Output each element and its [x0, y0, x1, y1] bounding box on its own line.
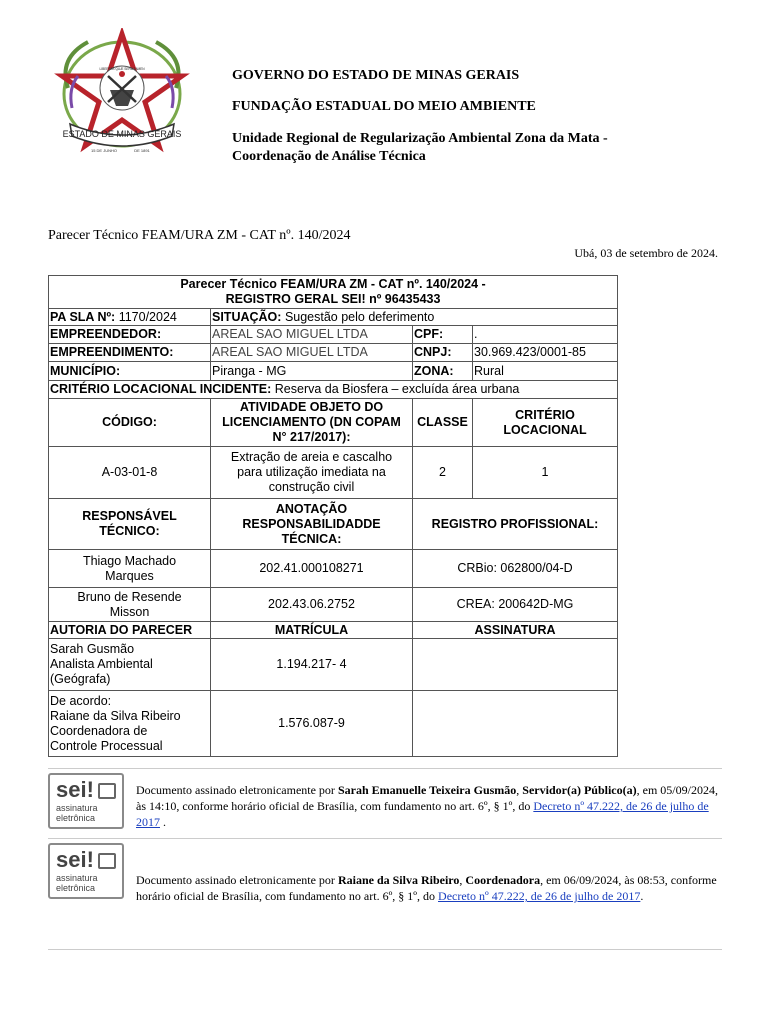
sig2-sep: ,: [459, 873, 466, 887]
cnpj-value: 30.969.423/0001-85: [473, 344, 618, 362]
minas-gerais-coat-of-arms-icon: [48, 28, 196, 160]
codigo-value: A-03-01-8: [49, 447, 211, 499]
atividade-line2: para utilização imediata na: [237, 465, 386, 479]
header-registro: REGISTRO PROFISSIONAL:: [413, 499, 618, 550]
criterio-locacional-cell: [49, 381, 618, 399]
registro-2: CREA: 200642D-MG: [413, 588, 618, 622]
sig2-mid: , em 06/09/2024, às 08:53, conforme horário oficial de Brasília, com fundamento no art. 6º, § 1º, do: [136, 873, 717, 903]
classe-value: 2: [413, 447, 473, 499]
sig1-sep: ,: [516, 783, 523, 797]
sei-logo-sub2: eletrônica: [56, 883, 96, 893]
header-classe: CLASSE: [413, 399, 473, 447]
empreendimento-value: AREAL SAO MIGUEL LTDA: [211, 344, 413, 362]
header-assinatura: ASSINATURA: [413, 622, 618, 639]
sig2-role: Coordenadora: [465, 873, 541, 887]
header-atividade: [211, 399, 413, 447]
anotacao-1: 202.41.000108271: [211, 550, 413, 588]
document-reference: Parecer Técnico FEAM/URA ZM - CAT nº. 140/2024: [48, 228, 351, 243]
sei-logo-sub1: assinatura: [56, 803, 98, 813]
autoria-2-line4: Controle Processual: [50, 738, 163, 753]
cpf-value: .: [473, 326, 618, 344]
header-anotacao: [211, 499, 413, 550]
situacao-value: Sugestão pelo deferimento: [284, 309, 435, 324]
autoria-1-line2: Analista Ambiental: [50, 657, 153, 671]
autoria-2: [49, 691, 211, 757]
seal-date-1: 15 DE JUNHO: [90, 148, 118, 153]
lock-icon: [98, 783, 116, 799]
decreto-link-2[interactable]: Decreto nº 47.222, de 26 de julho de 2017: [438, 889, 641, 903]
autoria-1-line3: (Geógrafa): [50, 672, 111, 686]
matricula-1: 1.194.217- 4: [211, 639, 413, 691]
header-anotacao-line3: TÉCNICA:: [281, 531, 342, 546]
header-codigo: CÓDIGO:: [49, 399, 211, 447]
registro-1: CRBio: 062800/04-D: [413, 550, 618, 588]
pa-sla-value: 1170/2024: [118, 309, 177, 324]
empreendedor-value: AREAL SAO MIGUEL LTDA: [211, 326, 413, 344]
table-row: [49, 362, 618, 381]
atividade-line3: construção civil: [268, 480, 355, 494]
seal-motto: LIBERTAS QUÆ SERA TAMEN: [99, 67, 145, 71]
header-responsavel-line1: RESPONSÁVEL: [82, 509, 177, 523]
sig1-name: Sarah Emanuelle Teixeira Gusmão: [337, 783, 517, 797]
lock-icon: [98, 853, 116, 869]
cpf-label: CPF:: [413, 326, 473, 344]
header-anotacao-line2: RESPONSABILIDADDE: [242, 516, 381, 531]
header-government: GOVERNO DO ESTADO DE MINAS GERAIS: [232, 68, 520, 83]
responsavel-1-line2: Marques: [105, 568, 154, 583]
assinatura-1: [413, 639, 618, 691]
table-row: [49, 381, 618, 399]
pa-sla-cell: [49, 309, 211, 326]
matricula-2: 1.576.087-9: [211, 691, 413, 757]
sig2-name: Raiane da Silva Ribeiro: [337, 873, 460, 887]
document-date: Ubá, 03 de setembro de 2024.: [574, 246, 718, 260]
sei-logo-main: sei!: [56, 777, 94, 802]
responsavel-2: [49, 588, 211, 622]
header-criterio-line2: LOCACIONAL: [503, 422, 587, 437]
sei-signature-logo-icon: [48, 843, 124, 899]
municipio-label: MUNICÍPIO:: [49, 362, 211, 381]
header-atividade-line2: LICENCIAMENTO (DN COPAM: [222, 415, 401, 429]
responsavel-2-line1: Bruno de Resende: [77, 589, 182, 604]
sei-logo-sub2: eletrônica: [56, 813, 96, 823]
table-row: [49, 447, 618, 499]
parecer-table: [48, 275, 618, 757]
situacao-label: SITUAÇÃO:: [212, 309, 282, 324]
responsavel-2-line2: Misson: [109, 604, 150, 619]
header-foundation: FUNDAÇÃO ESTADUAL DO MEIO AMBIENTE: [232, 99, 536, 114]
autoria-2-line3: Coordenadora de: [50, 723, 148, 738]
decreto-link-1[interactable]: Decreto nº 47.222, de 26 de julho de 2017: [136, 799, 709, 829]
table-title-line2: REGISTRO GERAL SEI! nº 96435433: [225, 292, 441, 306]
header-atividade-line1: ATIVIDADE OBJETO DO: [239, 400, 384, 414]
sei-logo-main: sei!: [56, 847, 94, 872]
table-row: [49, 276, 618, 309]
sig1-pre: Documento assinado eletronicamente por: [136, 783, 338, 797]
table-row: [49, 344, 618, 362]
table-row: [49, 639, 618, 691]
table-title-line1: Parecer Técnico FEAM/URA ZM - CAT nº. 140/2024 -: [180, 277, 486, 291]
table-row: [49, 588, 618, 622]
responsavel-1: [49, 550, 211, 588]
sei-signature-logo-icon: [48, 773, 124, 829]
assinatura-2: [413, 691, 618, 757]
criterio-value: 1: [473, 447, 618, 499]
table-row: [49, 309, 618, 326]
header-criterio: [473, 399, 618, 447]
autoria-2-line1: De acordo:: [50, 693, 112, 708]
sig1-role: Servidor(a) Público(a): [522, 783, 637, 797]
header-criterio-line1: CRITÉRIO: [515, 407, 575, 422]
sig2-end: .: [640, 889, 644, 903]
autoria-2-line2: Raiane da Silva Ribeiro: [50, 708, 181, 723]
table-row: [49, 622, 618, 639]
signature-text-2: [136, 872, 720, 904]
sig1-mid: , em 05/09/2024, às 14:10, conforme horário oficial de Brasília, com fundamento no art. 6º, § 1º, do: [136, 783, 718, 813]
table-title: [49, 276, 618, 309]
situacao-cell: [211, 309, 618, 326]
criterio-locacional-label: CRITÉRIO LOCACIONAL INCIDENTE:: [50, 382, 272, 396]
autoria-1: [49, 639, 211, 691]
pa-sla-label: PA SLA Nº:: [50, 309, 116, 324]
header-responsavel-line2: TÉCNICO:: [99, 524, 160, 538]
sei-logo-sub1: assinatura: [56, 873, 98, 883]
sig2-pre: Documento assinado eletronicamente por: [136, 873, 338, 887]
header-atividade-line3: N° 217/2017):: [272, 430, 351, 444]
header-unit-line1: Unidade Regional de Regularização Ambiental Zona da Mata -: [232, 131, 608, 146]
header-unit-line2: Coordenação de Análise Técnica: [232, 149, 426, 164]
header-anotacao-line1: ANOTAÇÃO: [275, 501, 348, 516]
criterio-locacional-value: Reserva da Biosfera – excluída área urbana: [274, 382, 520, 396]
signature-block-1: [48, 768, 722, 837]
signature-text-1: [136, 782, 726, 830]
zona-label: ZONA:: [413, 362, 473, 381]
sig1-end: .: [160, 815, 166, 829]
empreendedor-label: EMPREENDEDOR:: [49, 326, 211, 344]
header-matricula: MATRÍCULA: [211, 622, 413, 639]
zona-value: Rural: [473, 362, 618, 381]
signature-block-2: [48, 838, 722, 950]
header-autoria: AUTORIA DO PARECER: [49, 622, 211, 639]
responsavel-1-line1: Thiago Machado: [82, 553, 177, 568]
municipio-value: Piranga - MG: [211, 362, 413, 381]
table-row: [49, 499, 618, 550]
cnpj-label: CNPJ:: [413, 344, 473, 362]
empreendimento-label: EMPREENDIMENTO:: [49, 344, 211, 362]
table-row: [49, 326, 618, 344]
seal-date-2: DE 1891: [134, 148, 150, 153]
seal-ring-text: ESTADO DE MINAS GERAIS: [62, 129, 182, 139]
table-row: [49, 550, 618, 588]
table-row: [49, 691, 618, 757]
atividade-value: [211, 447, 413, 499]
anotacao-2: 202.43.06.2752: [211, 588, 413, 622]
autoria-1-line1: Sarah Gusmão: [50, 642, 135, 656]
table-row: [49, 399, 618, 447]
header-responsavel: [49, 499, 211, 550]
atividade-line1: Extração de areia e cascalho: [230, 450, 393, 464]
